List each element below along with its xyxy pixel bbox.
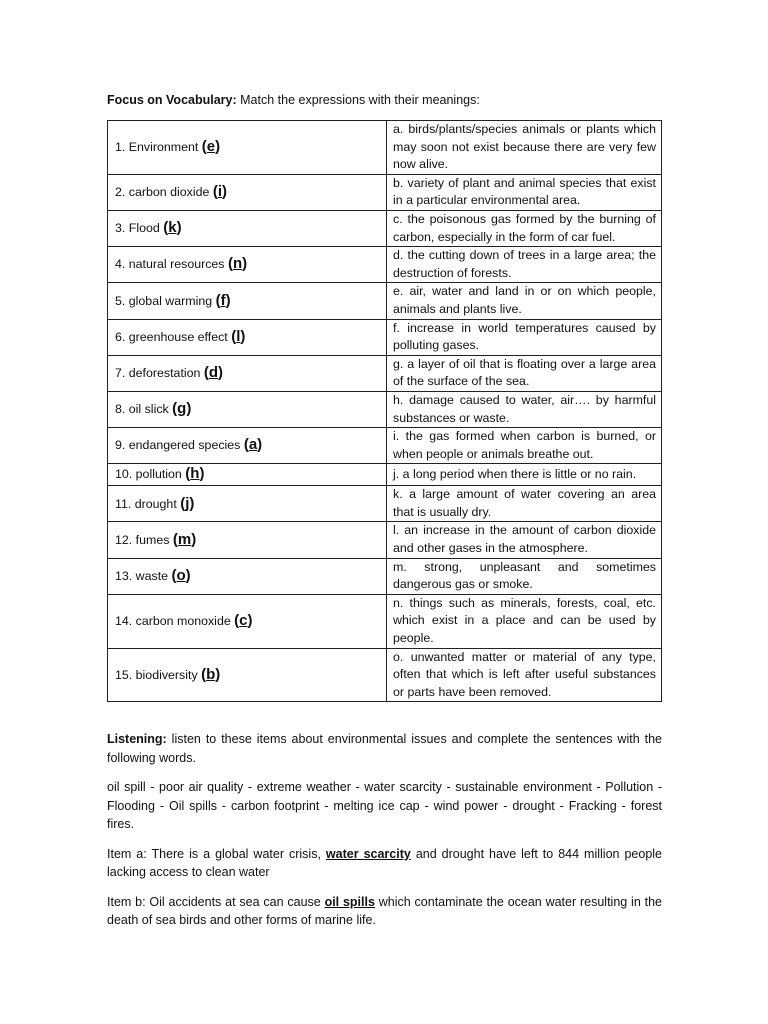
answer-open-paren: ( (171, 566, 177, 584)
vocabulary-answer: f (220, 291, 226, 309)
vocabulary-meaning: l. an increase in the amount of carbon dioxide and other gases in the atmosphere. (387, 522, 662, 558)
vocabulary-row (108, 522, 662, 558)
vocabulary-row (108, 648, 662, 702)
answer-close-paren: ) (189, 494, 195, 512)
answer-open-paren: ( (243, 436, 249, 454)
vocabulary-answer: h (190, 465, 200, 483)
answer-open-paren: ( (172, 530, 178, 548)
vocabulary-term: 14. carbon monoxide (115, 613, 235, 628)
vocabulary-meaning: a. birds/plants/species animals or plants which may soon not exist because there are very few now alive. (387, 121, 662, 175)
answer-close-paren: ) (242, 255, 248, 273)
vocabulary-term-cell (108, 428, 387, 464)
answer-close-paren: ) (215, 138, 221, 156)
listening-label: Listening: (107, 732, 167, 747)
vocabulary-answer: i (217, 183, 222, 201)
vocabulary-row (108, 355, 662, 391)
vocabulary-term: 1. Environment (115, 140, 202, 155)
answer-open-paren: ( (185, 465, 191, 483)
vocabulary-term: 7. deforestation (115, 366, 204, 381)
answer-close-paren: ) (247, 611, 253, 629)
vocabulary-term-cell (108, 648, 387, 702)
vocabulary-term: 9. endangered species (115, 438, 244, 453)
vocabulary-row (108, 210, 662, 246)
answer-close-paren: ) (257, 436, 263, 454)
vocabulary-row (108, 486, 662, 522)
vocabulary-heading-text: Match the expressions with their meanings: (236, 93, 480, 107)
vocabulary-meaning: m. strong, unpleasant and sometimes dangerous gas or smoke. (387, 558, 662, 594)
vocabulary-term-cell (108, 283, 387, 319)
vocabulary-meaning: e. air, water and land in or on which people, animals and plants live. (387, 283, 662, 319)
answer-open-paren: ( (201, 138, 207, 156)
vocabulary-term: 15. biodiversity (115, 667, 202, 682)
vocabulary-answer: c (239, 611, 248, 629)
answer-close-paren: ) (215, 665, 221, 683)
answer-close-paren: ) (199, 465, 205, 483)
vocabulary-term-cell (108, 391, 387, 427)
item-a-after: and drought have left to 844 million people lacking access to clean water (107, 846, 663, 880)
vocabulary-term-cell (108, 121, 387, 175)
vocabulary-answer: m (177, 530, 192, 548)
vocabulary-term: 5. global warming (115, 293, 216, 308)
answer-close-paren: ) (225, 291, 231, 309)
answer-open-paren: ( (212, 183, 218, 201)
vocabulary-term: 2. carbon dioxide (115, 185, 213, 200)
vocabulary-term-cell (108, 319, 387, 355)
vocabulary-meaning: n. things such as minerals, forests, coal, etc. which exist in a place and can be used by people. (387, 594, 662, 648)
vocabulary-term: 11. drought (115, 496, 181, 511)
answer-close-paren: ) (221, 183, 227, 201)
vocabulary-term: 13. waste (115, 568, 172, 583)
item-b-before: Item b: Oil accidents at sea can cause (107, 894, 325, 909)
vocabulary-answer: g (177, 400, 187, 418)
vocabulary-answer: l (236, 327, 241, 345)
listening-instruction-text: listen to these items about environmental issues and complete the sentences with the following words. (107, 732, 662, 765)
worksheet-page (107, 92, 662, 930)
vocabulary-term: 3. Flood (115, 221, 164, 236)
answer-open-paren: ( (227, 255, 233, 273)
listening-instruction (107, 730, 662, 767)
vocabulary-meaning: h. damage caused to water, air…. by harmful substances or waste. (387, 391, 662, 427)
answer-close-paren: ) (191, 530, 197, 548)
answer-close-paren: ) (186, 400, 192, 418)
answer-close-paren: ) (176, 219, 182, 237)
vocabulary-meaning: b. variety of plant and animal species that exist in a particular environmental area. (387, 174, 662, 210)
listening-word-list: oil spill - poor air quality - extreme weather - water scarcity - sustainable environment - Pollution - Flooding - Oil spills - carbon footprint - melting ice cap - wind power - drought - Fracking - forest fires. (107, 780, 662, 832)
vocabulary-term-cell (108, 558, 387, 594)
listening-item-a (107, 845, 662, 882)
item-a-before: Item a: There is a global water crisis, (107, 846, 326, 861)
vocabulary-answer: j (185, 494, 190, 512)
vocabulary-term: 4. natural resources (115, 257, 228, 272)
vocabulary-row (108, 464, 662, 486)
vocabulary-term-cell (108, 522, 387, 558)
vocabulary-meaning: o. unwanted matter or material of any type, often that which is left after useful substances or parts have been removed. (387, 648, 662, 702)
vocabulary-table-body (108, 121, 662, 702)
vocabulary-meaning: d. the cutting down of trees in a large area; the destruction of forests. (387, 247, 662, 283)
answer-open-paren: ( (234, 611, 240, 629)
vocabulary-term: 10. pollution (115, 467, 186, 482)
answer-open-paren: ( (231, 327, 237, 345)
answer-close-paren: ) (218, 364, 224, 382)
answer-open-paren: ( (180, 494, 186, 512)
item-a-answer: water scarcity (325, 846, 411, 861)
vocabulary-row (108, 174, 662, 210)
item-b-after: which contaminate the ocean water resulting in the death of sea birds and other forms of marine life. (107, 894, 662, 928)
answer-close-paren: ) (240, 327, 246, 345)
vocabulary-meaning: j. a long period when there is little or no rain. (387, 464, 662, 486)
listening-item-b (107, 893, 662, 930)
vocabulary-row (108, 428, 662, 464)
answer-open-paren: ( (201, 665, 207, 683)
vocabulary-row (108, 247, 662, 283)
vocabulary-answer: b (206, 665, 216, 683)
vocabulary-term: 12. fumes (115, 532, 173, 547)
item-b-answer: oil spills (324, 894, 375, 909)
answer-open-paren: ( (163, 219, 169, 237)
vocabulary-row (108, 283, 662, 319)
vocabulary-table (107, 120, 662, 702)
vocabulary-term-cell (108, 210, 387, 246)
vocabulary-meaning: k. a large amount of water covering an area that is usually dry. (387, 486, 662, 522)
vocabulary-row (108, 594, 662, 648)
vocabulary-term-cell (108, 174, 387, 210)
vocabulary-term-cell (108, 355, 387, 391)
vocabulary-meaning: c. the poisonous gas formed by the burning of carbon, especially in the form of car fuel. (387, 210, 662, 246)
answer-open-paren: ( (203, 364, 209, 382)
vocabulary-term-cell (108, 486, 387, 522)
vocabulary-term-cell (108, 594, 387, 648)
vocabulary-term: 8. oil slick (115, 402, 173, 417)
vocabulary-row (108, 319, 662, 355)
vocabulary-row (108, 121, 662, 175)
vocabulary-term-cell (108, 247, 387, 283)
vocabulary-term: 6. greenhouse effect (115, 329, 232, 344)
vocabulary-heading (107, 92, 662, 108)
vocabulary-meaning: g. a layer of oil that is floating over a large area of the surface of the sea. (387, 355, 662, 391)
answer-close-paren: ) (185, 566, 191, 584)
vocabulary-row (108, 558, 662, 594)
vocabulary-meaning: f. increase in world temperatures caused by polluting gases. (387, 319, 662, 355)
answer-open-paren: ( (215, 291, 221, 309)
vocabulary-answer: e (206, 138, 216, 156)
vocabulary-answer: k (168, 219, 177, 237)
vocabulary-answer: d (208, 364, 219, 382)
vocabulary-heading-label: Focus on Vocabulary: (107, 93, 237, 107)
answer-open-paren: ( (172, 400, 178, 418)
vocabulary-answer: a (248, 436, 258, 454)
vocabulary-meaning: i. the gas formed when carbon is burned, or when people or animals breathe out. (387, 428, 662, 464)
vocabulary-answer: o (176, 566, 186, 584)
vocabulary-term-cell (108, 464, 387, 486)
vocabulary-row (108, 391, 662, 427)
vocabulary-answer: n (232, 255, 243, 273)
